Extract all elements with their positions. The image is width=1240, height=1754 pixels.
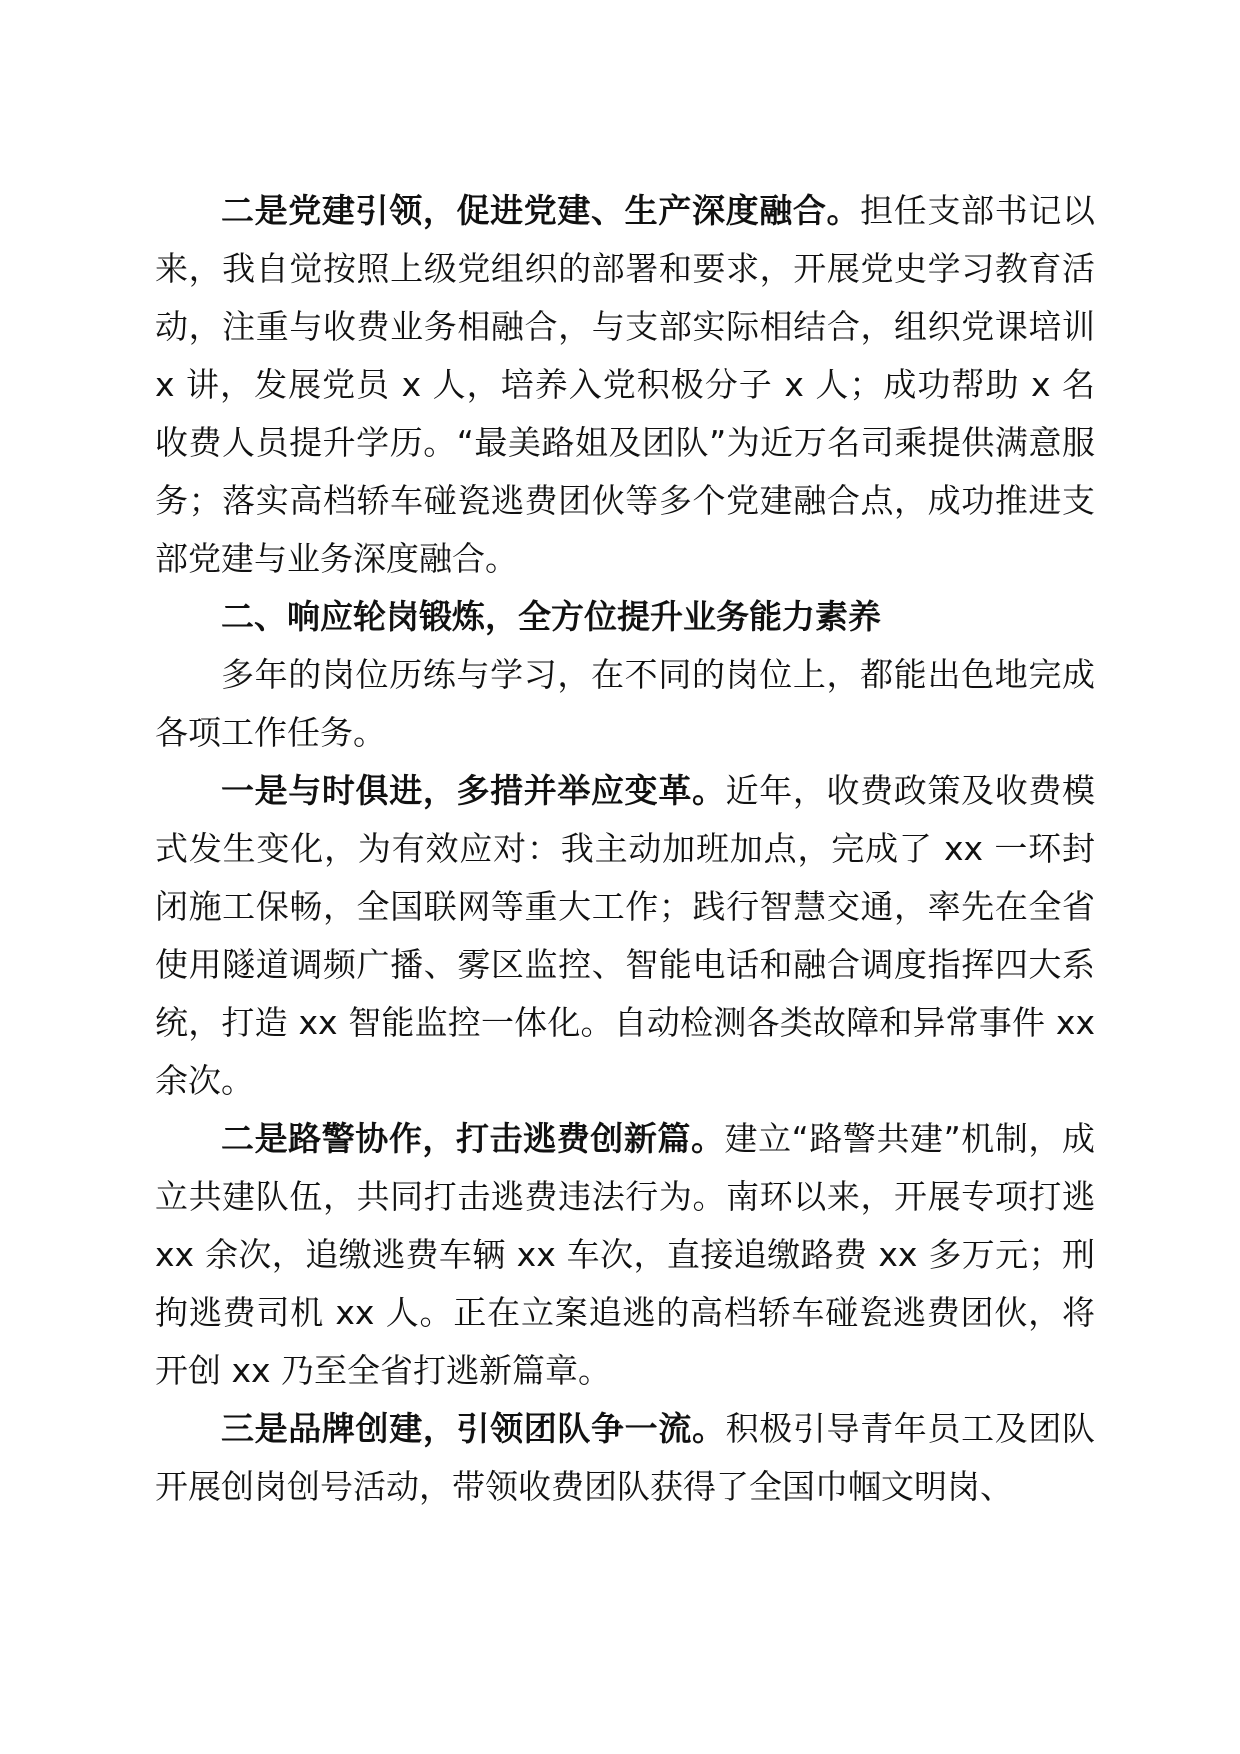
section-intro: 多年的岗位历练与学习，在不同的岗位上，都能出色地完成各项工作任务。 [155, 655, 1095, 752]
paragraph-item-3 [155, 1400, 1095, 1516]
paragraph-party-building [155, 182, 1095, 588]
paragraph-item-2 [155, 1110, 1095, 1400]
paragraph-lead: 一是与时俱进，多措并举应变革。 [221, 771, 726, 810]
paragraph-text: 担任支部书记以来，我自觉按照上级党组织的部署和要求，开展党史学习教育活动，注重与收费业务相融合，与支部实际相结合，组织党课培训 x 讲，发展党员 x 人，培养入党积极分子 x 人；成功帮助 x 名收费人员提升学历。“最美路姐及团队”为近万名司乘提供满意服务；落实高档轿车碰瓷逃费团伙等多个党建融合点，成功推进支部党建与业务深度融合。 [155, 191, 1096, 578]
paragraph-text: 建立“路警共建”机制，成立共建队伍，共同打击逃费违法行为。南环以来，开展专项打逃 xx 余次，追缴逃费车辆 xx 车次，直接追缴路费 xx 多万元；刑拘逃费司机 xx 人。正在立案追逃的高档轿车碰瓷逃费团伙，将开创 xx 乃至全省打逃新篇章。 [155, 1119, 1095, 1390]
paragraph-lead: 二是党建引领，促进党建、生产深度融合。 [221, 191, 861, 230]
paragraph-text: 积极引导青年员工及团队开展创岗创号活动，带领收费团队获得了全国巾帼文明岗、 [155, 1409, 1096, 1506]
section-heading: 二、响应轮岗锻炼，全方位提升业务能力素养 [221, 597, 881, 636]
paragraph-text: 近年，收费政策及收费模式发生变化，为有效应对：我主动加班加点，完成了 xx 一环封闭施工保畅，全国联网等重大工作；践行智慧交通，率先在全省使用隧道调频广播、雾区监控、智能电话和融合调度指挥四大系统，打造 xx 智能监控一体化。自动检测各类故障和异常事件 xx 余次。 [155, 771, 1096, 1100]
paragraph-item-1 [155, 762, 1095, 1110]
paragraph-lead: 三是品牌创建，引领团队争一流。 [221, 1409, 726, 1448]
paragraph-lead: 二是路警协作，打击逃费创新篇。 [221, 1119, 725, 1158]
document-body [155, 182, 1095, 1516]
